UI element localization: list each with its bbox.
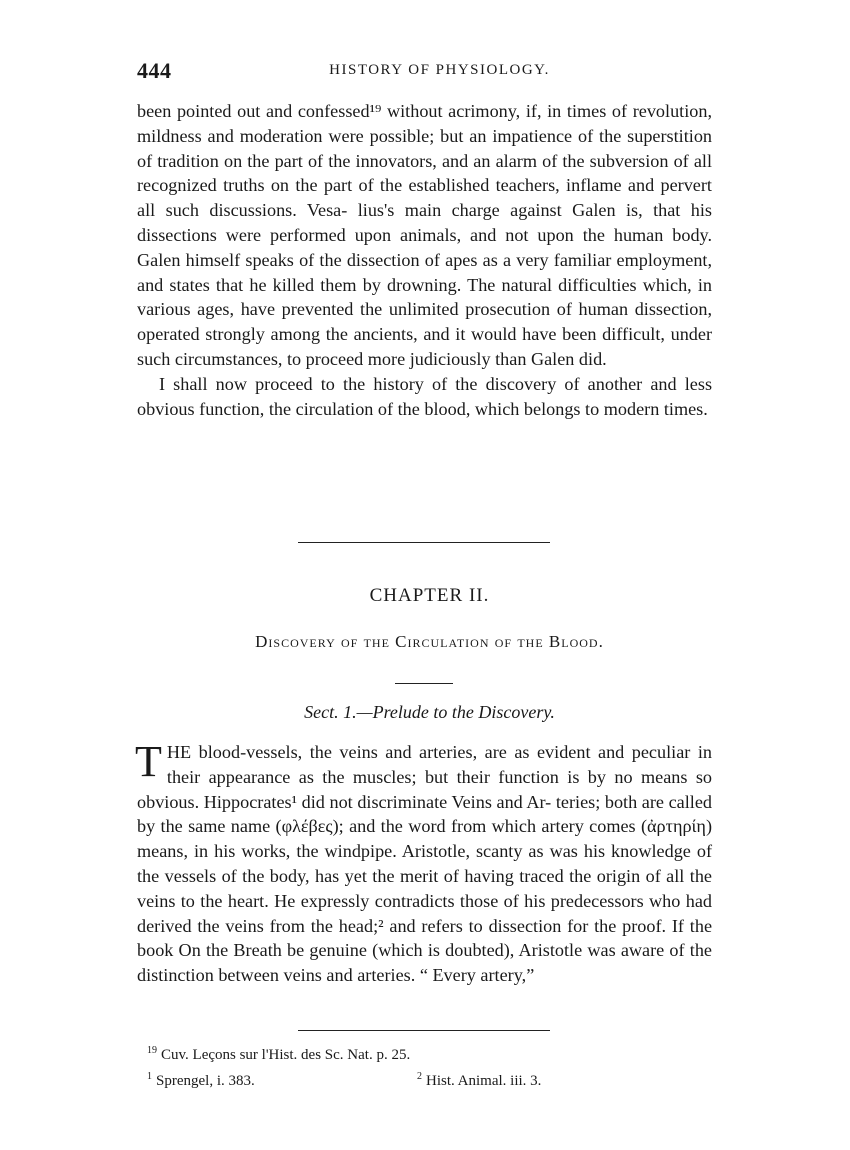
footnote-marker: 19	[147, 1045, 157, 1056]
text-line: revolution, mildness and moderation were possible; but an impatience	[137, 101, 713, 146]
text-line: Aristotle, scanty as was his knowledge of the vessels of the body, has	[137, 841, 713, 886]
text-line: upon animals, and not upon the human body. Galen himself speaks	[137, 224, 713, 270]
text-line: the veins from the head;² and refers to dissection for the proof. If	[197, 915, 684, 936]
footnote-1-2	[137, 1066, 712, 1092]
text-line: alarm of the subversion of all recognized truths on the part of the	[137, 150, 712, 196]
chapter-subtitle: Discovery of the Circulation of the Blood.	[255, 632, 604, 651]
text-line: he killed them by drowning. The natural difficulties which, in	[249, 274, 712, 295]
text-line: of the superstition of tradition on the part of the innovators, and an	[137, 125, 713, 171]
text-line: yet the merit of having traced the origin of all the veins to the heart.	[137, 865, 712, 911]
text-line: established teachers, inflame and pervert all such discussions. Vesa-	[137, 175, 712, 221]
text-line: aware of the distinction between veins and arteries. “ Every artery,”	[137, 940, 712, 986]
paragraph-opening	[135, 737, 713, 988]
footnote-text: Cuv. Leçons sur l'Hist. des Sc. Nat. p. 25.	[161, 1047, 411, 1063]
text-line: of the dissection of apes as a very familiar employment, and states that	[137, 249, 713, 295]
text-line: been pointed out and confessed¹⁹ without acrimony, if, in times of	[137, 101, 628, 121]
chapter-divider-rule	[298, 542, 550, 543]
text-line: He expressly contradicts those of his predecessors who had derived	[137, 890, 712, 936]
footnote-19	[137, 1040, 712, 1066]
text-line: from which artery comes (ἀρτηρίη) means, in his works, the windpipe.	[137, 816, 712, 862]
page-number: 444	[137, 58, 172, 83]
footnote-rule	[298, 1030, 550, 1031]
subtitle-divider-rule	[395, 683, 453, 684]
footnote-marker: 1	[147, 1071, 152, 1082]
text-line: teries; both are called by the same name (φλέβες); and the word	[137, 791, 712, 837]
paragraph-continuation	[137, 99, 712, 372]
footnote-text: Sprengel, i. 383.	[156, 1073, 255, 1089]
bottom-text-block	[135, 737, 713, 988]
text-line: dissection, operated strongly among the ancients, and it would have	[137, 299, 712, 345]
drop-cap: T	[135, 737, 162, 786]
text-line: means so obvious. Hippocrates¹ did not discriminate Veins and Ar-	[137, 766, 712, 812]
footnote-text: Hist. Animal. iii. 3.	[426, 1073, 542, 1089]
text-line: than Galen did.	[495, 348, 607, 369]
text-line: lius's main charge against Galen is, that his dissections were performed	[137, 200, 713, 245]
text-line: been difficult, under such circumstances, to proceed more judiciously	[137, 324, 713, 369]
footnote-2	[417, 1066, 541, 1092]
text-line: less obvious function, the circulation of the blood, which belongs to	[137, 373, 713, 419]
text-line: I shall now proceed to the history of the discovery of another and	[159, 373, 677, 394]
text-line: modern times.	[603, 398, 708, 419]
section-title: Sect. 1.—Prelude to the Discovery.	[304, 702, 555, 722]
running-title: HISTORY OF PHYSIOLOGY.	[329, 62, 550, 78]
paragraph-transition	[137, 372, 712, 422]
text-line: the book On the Breath be genuine (which is doubted), Aristotle was	[137, 915, 713, 961]
footnote-marker: 2	[417, 1071, 422, 1082]
text-line: various ages, have prevented the unlimited prosecution of human	[137, 299, 629, 320]
top-text-block	[137, 99, 712, 421]
chapter-title: CHAPTER II.	[369, 585, 490, 606]
text-line: in their appearance as the muscles; but their function is by no	[166, 742, 712, 787]
running-head	[137, 58, 712, 88]
footnotes	[137, 1040, 712, 1092]
text-line: HE blood-vessels, the veins and arteries, are as evident and peculiar	[166, 742, 691, 762]
